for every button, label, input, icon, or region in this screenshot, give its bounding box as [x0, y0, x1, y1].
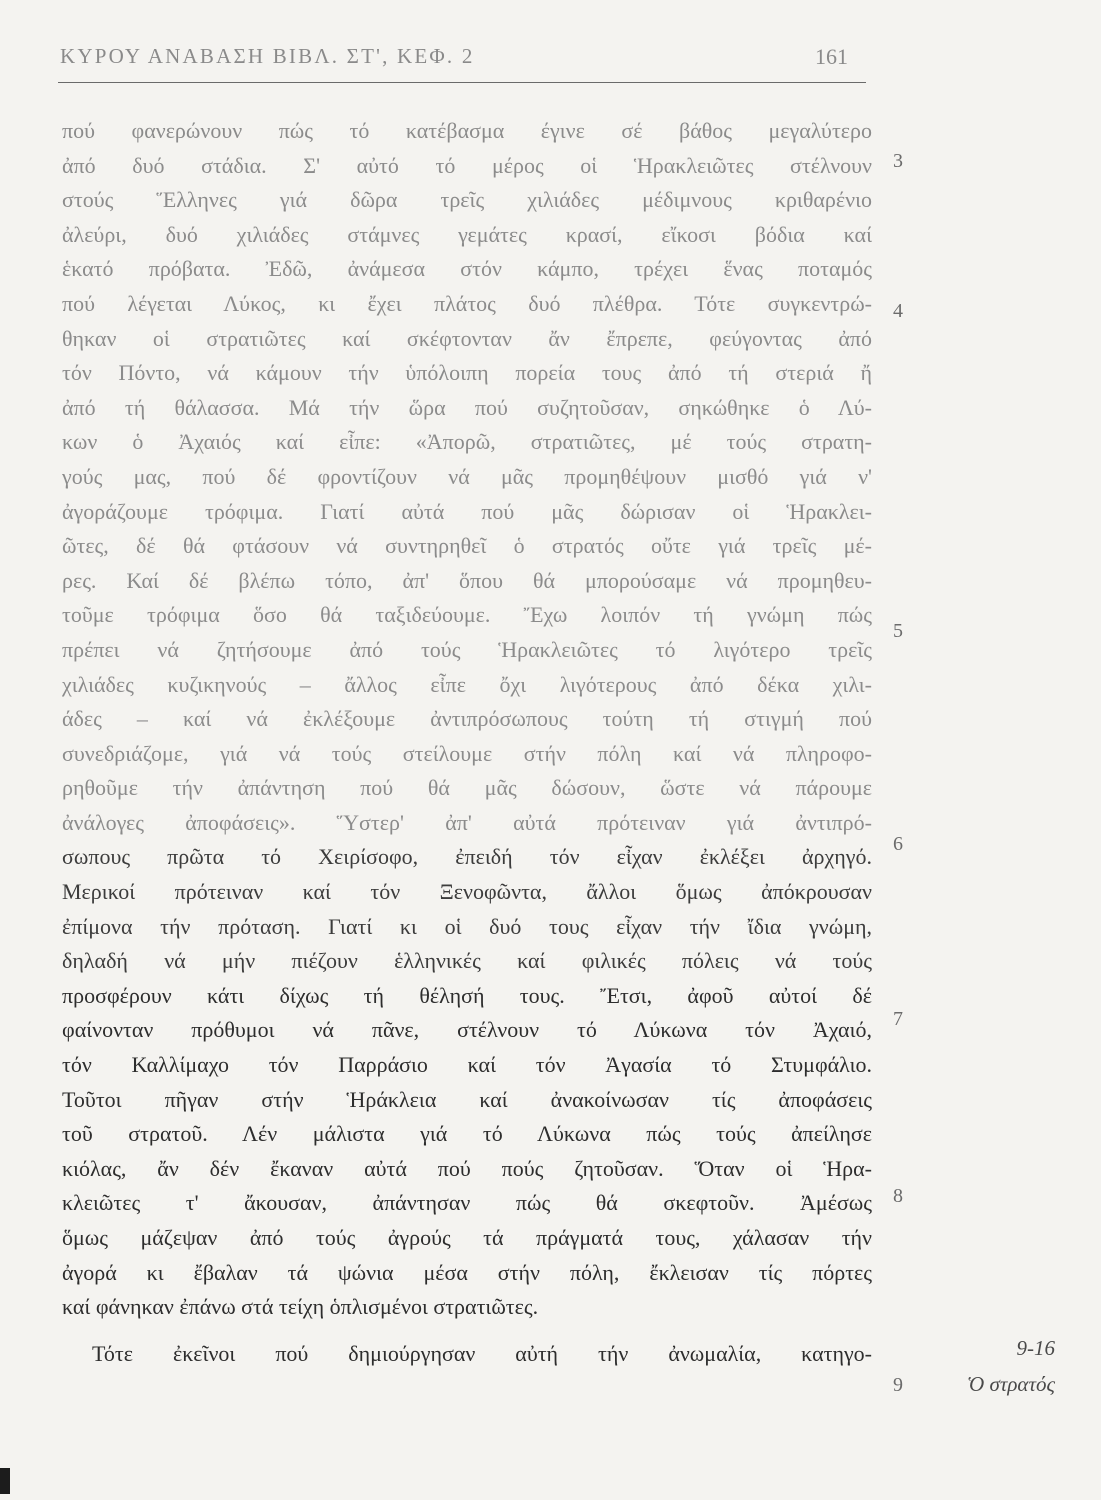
text-line: δηλαδή νά μήν πιέζουν ἑλληνικές καί φιλικές πόλεις νά τούς — [62, 948, 872, 974]
section-number: 4 — [893, 300, 903, 322]
text-line: πού λέγεται Λύκος, κι ἔχει πλάτος δυό πλέθρα. Τότε συγκεντρώ- — [62, 290, 872, 316]
text-line: ἀγορά κι ἔβαλαν τά ψώνια μέσα στήν πόλη, ἔκλεισαν τίς πόρτες — [62, 1259, 872, 1285]
text-line: καί φάνηκαν ἐπάνω στά τείχη ὁπλισμένοι στρατιῶτες. — [62, 1294, 539, 1320]
text-line: κλειῶτες τ' ἄκουσαν, ἀπάντησαν πώς θά σκεφτοῦν. Ἀμέσως — [62, 1190, 872, 1216]
text-line: θηκαν οἱ στρατιῶτες καί σκέφτονταν ἄν ἔπρεπε, φεύγοντας ἀπό — [62, 325, 872, 351]
section-number: 5 — [893, 620, 903, 642]
text-line: ρες. Καί δέ βλέπω τόπο, ἀπ' ὅπου θά μπορούσαμε νά προμηθευ- — [62, 567, 872, 593]
text-line: κων ὁ Ἀχαιός καί εἶπε: «Ἀπορῶ, στρατιῶτες, μέ τούς στρατη- — [62, 429, 872, 455]
text-line: γούς μας, πού δέ φροντίζουν νά μᾶς προμηθέψουν μισθό γιά ν' — [62, 463, 872, 489]
text-line: ἀνάλογες ἀποφάσεις». Ὕστερ' ἀπ' αὐτά πρότειναν γιά ἀντιπρό- — [62, 809, 872, 835]
text-line: ῶτες, δέ θά φτάσουν νά συντηρηθεῖ ὁ στρατός οὔτε γιά τρεῖς μέ- — [62, 533, 872, 559]
section-number: 8 — [893, 1185, 903, 1207]
scan-edge-mark — [0, 1468, 10, 1494]
text-line: φαίνονταν πρόθυμοι νά πᾶνε, στέλνουν τό Λύκωνα τόν Ἀχαιό, — [62, 1017, 872, 1043]
text-line: πρέπει νά ζητήσουμε ἀπό τούς Ἡρακλειῶτες τό λιγότερο τρεῖς — [62, 636, 872, 662]
text-line: συνεδριάζομε, γιά νά τούς στείλουμε στήν πόλη καί νά πληροφο- — [62, 740, 872, 766]
text-line: ἀλεύρι, δυό χιλιάδες στάμνες γεμάτες κρασί, εἴκοσι βόδια καί — [62, 221, 872, 247]
text-line: στούς Ἕλληνες γιά δῶρα τρεῖς χιλιάδες μέδιμνους κριθαρένιο — [62, 187, 872, 213]
sidenote-range: 9-16 — [1016, 1336, 1055, 1360]
text-line: ἀγοράζουμε τρόφιμα. Γιατί αὐτά πού μᾶς δώρισαν οἱ Ἡρακλει- — [62, 498, 872, 524]
text-line: κιόλας, ἄν δέν ἔκαναν αὐτά πού πούς ζητοῦσαν. Ὅταν οἱ Ἡρα- — [62, 1155, 872, 1181]
text-line: Τοῦτοι πῆγαν στήν Ἡράκλεια καί ἀνακοίνωσαν τίς ἀποφάσεις — [62, 1086, 872, 1112]
text-line: πού φανερώνουν πώς τό κατέβασμα έγινε σέ βάθος μεγαλύτερο — [62, 118, 872, 143]
text-line: ἐπίμονα τήν πρόταση. Γιατί κι οἱ δυό τους εἶχαν τήν ἴδια γνώμη, — [62, 913, 872, 939]
section-number: 6 — [893, 833, 903, 855]
section-number: 9 — [893, 1374, 903, 1396]
running-title: ΚΥΡΟΥ ΑΝΑΒΑΣΗ ΒΙΒΛ. ΣΤ', ΚΕΦ. 2 — [60, 44, 475, 68]
text-line: τόν Πόντο, νά κάμουν τήν ὑπόλοιπη πορεία τους ἀπό τή στεριά ἤ — [62, 360, 872, 386]
text-line: ἀπό δυό στάδια. Σ' αὐτό τό μέρος οἱ Ἡρακλειῶτες στέλνουν — [62, 152, 872, 178]
text-line: χιλιάδες κυζικηνούς – ἄλλος εἶπε ὄχι λιγότερους ἀπό δέκα χιλι- — [62, 671, 872, 697]
text-line: προσφέρουν κάτι δίχως τή θέλησή τους. Ἔτσι, ἀφοῦ αὐτοί δέ — [62, 982, 872, 1008]
text-line: ἑκατό πρόβατα. Ἐδῶ, ἀνάμεσα στόν κάμπο, τρέχει ἕνας ποταμός — [62, 256, 872, 282]
paragraph-start-line: Τότε ἐκεῖνοι πού δημιούργησαν αὐτή τήν ἀνωμαλία, κατηγο- — [92, 1340, 872, 1366]
text-line: Μερικοί πρότειναν καί τόν Ξενοφῶντα, ἄλλοι ὅμως ἀπόκρουσαν — [62, 879, 872, 905]
running-header — [58, 40, 866, 83]
text-line: τοῦμε τρόφιμα ὅσο θά ταξιδεύουμε. Ἔχω λοιπόν τή γνώμη πώς — [62, 602, 872, 628]
text-line: άδες – καί νά ἐκλέξουμε ἀντιπρόσωπους τούτη τή στιγμή πού — [62, 706, 872, 732]
sidenote-title: Ὁ στρατός — [967, 1372, 1055, 1396]
text-line: ἀπό τή θάλασσα. Μά τήν ὥρα πού συζητοῦσαν, σηκώθηκε ὁ Λύ- — [62, 394, 872, 420]
section-number: 3 — [893, 150, 903, 172]
page-number: 161 — [815, 44, 848, 69]
text-line: σωπους πρῶτα τό Χειρίσοφο, ἐπειδή τόν εἶχαν ἐκλέξει ἀρχηγό. — [62, 844, 872, 870]
text-line: τόν Καλλίμαχο τόν Παρράσιο καί τόν Ἀγασία τό Στυμφάλιο. — [62, 1052, 872, 1078]
body-text — [62, 114, 872, 1371]
text-line: ρηθοῦμε τήν ἀπάντηση πού θά μᾶς δώσουν, ὥστε νά πάρουμε — [62, 775, 872, 801]
section-number: 7 — [893, 1008, 903, 1030]
text-line: τοῦ στρατοῦ. Λέν μάλιστα γιά τό Λύκωνα πώς τούς ἀπείλησε — [62, 1121, 872, 1147]
text-line: ὅμως μάζεψαν ἀπό τούς ἀγρούς τά πράγματά τους, χάλασαν τήν — [62, 1225, 872, 1250]
